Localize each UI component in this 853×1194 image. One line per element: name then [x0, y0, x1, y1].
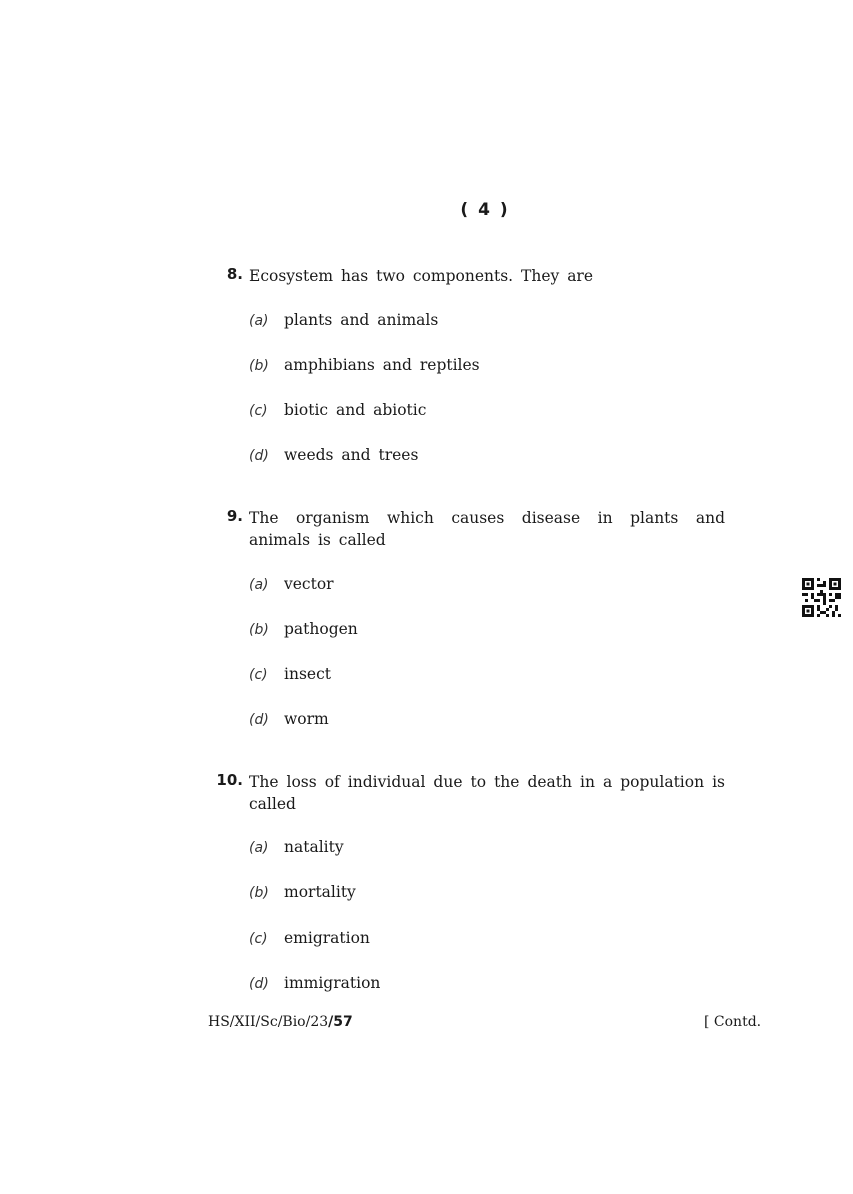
- option-text: worm: [284, 710, 329, 728]
- option-8b: [249, 356, 480, 374]
- option-label: (c): [249, 931, 268, 947]
- option-9a: [249, 575, 334, 593]
- option-text: mortality: [284, 883, 356, 901]
- option-label: (a): [249, 840, 269, 856]
- paper-code-suffix: /57: [328, 1014, 353, 1030]
- option-8a: [249, 311, 438, 329]
- question-number: 10.: [216, 771, 243, 789]
- question-number: 9.: [226, 507, 243, 525]
- option-text: emigration: [284, 929, 370, 947]
- option-10a: [249, 838, 344, 856]
- option-label: (a): [249, 313, 269, 329]
- option-text: vector: [284, 575, 334, 593]
- option-10b: [249, 883, 356, 901]
- option-text: natality: [284, 838, 344, 856]
- question-9: [205, 507, 725, 551]
- option-text: pathogen: [284, 620, 358, 638]
- option-8d: [249, 446, 418, 464]
- option-label: (c): [249, 667, 268, 683]
- option-label: (b): [249, 885, 269, 901]
- question-10: [205, 771, 725, 815]
- question-8: [205, 265, 725, 287]
- option-9c: [249, 665, 331, 683]
- qr-code-icon: [802, 578, 841, 617]
- paper-code-prefix: HS/XII/Sc/Bio/23: [208, 1014, 329, 1030]
- question-number: 8.: [226, 265, 243, 283]
- continued-marker: [ Contd.: [704, 1014, 762, 1030]
- option-label: (c): [249, 403, 268, 419]
- option-10c: [249, 929, 370, 947]
- option-label: (d): [249, 712, 269, 728]
- option-text: immigration: [284, 974, 381, 992]
- option-10d: [249, 974, 380, 992]
- option-text: plants and animals: [284, 311, 439, 329]
- question-text: The loss of individual due to the death in a population is called: [249, 773, 725, 813]
- option-9b: [249, 620, 358, 638]
- page-number: ( 4 ): [460, 200, 510, 220]
- option-text: amphibians and reptiles: [284, 356, 480, 374]
- option-label: (b): [249, 622, 269, 638]
- question-text: The organism which causes disease in plants and animals is called: [249, 509, 725, 549]
- option-text: weeds and trees: [284, 446, 419, 464]
- option-9d: [249, 710, 329, 728]
- option-label: (d): [249, 976, 269, 992]
- option-text: insect: [284, 665, 331, 683]
- option-label: (b): [249, 358, 269, 374]
- paper-code: [208, 1014, 353, 1030]
- option-label: (a): [249, 577, 269, 593]
- option-8c: [249, 401, 426, 419]
- option-text: biotic and abiotic: [284, 401, 427, 419]
- option-label: (d): [249, 448, 269, 464]
- question-text: Ecosystem has two components. They are: [249, 267, 594, 285]
